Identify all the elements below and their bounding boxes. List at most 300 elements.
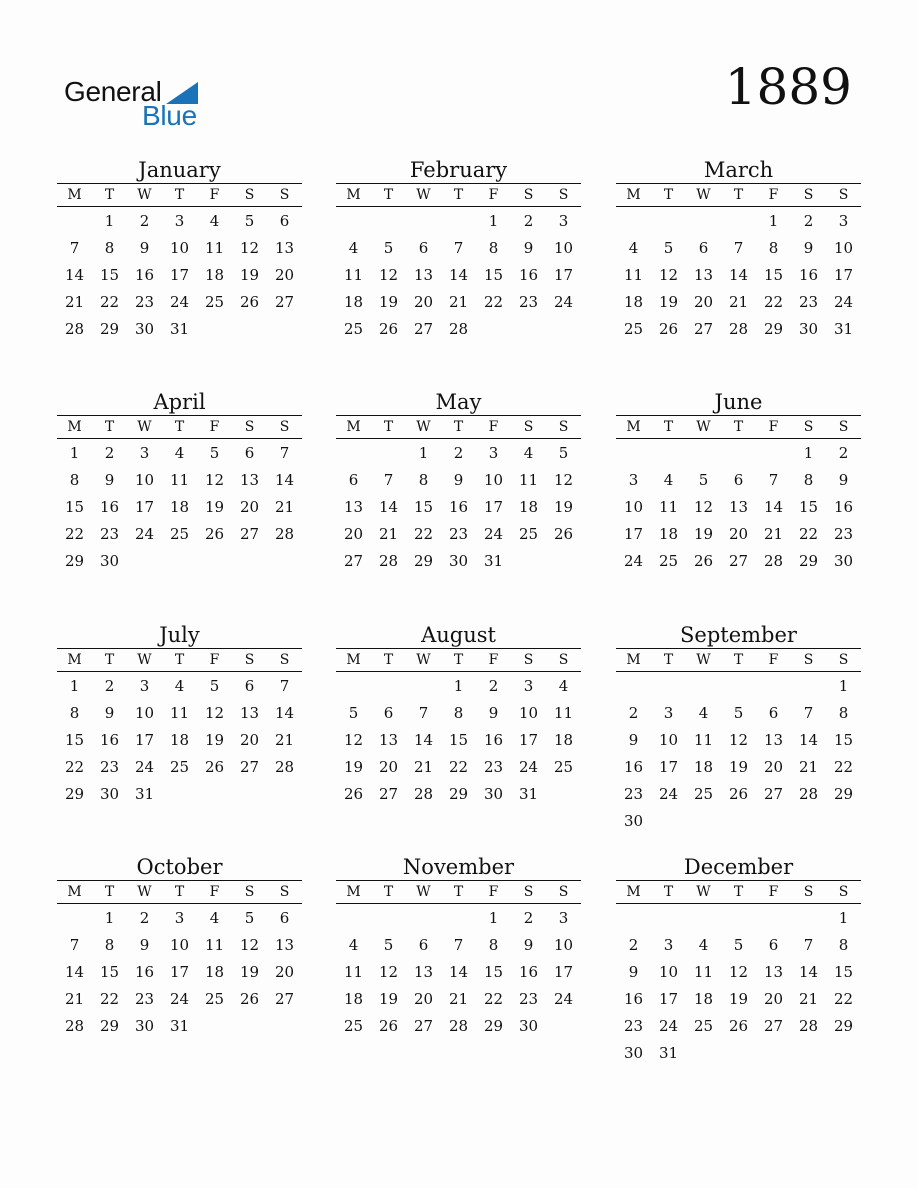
day-cell: 21 (64, 990, 85, 1008)
day-cell: 18 (518, 498, 539, 516)
weekday-label: T (174, 419, 185, 435)
weekday-label: S (803, 419, 814, 435)
day-cell: 22 (99, 293, 120, 311)
weekday-label: T (104, 419, 115, 435)
day-cell: 22 (413, 525, 434, 543)
calendar-year: 1889 (724, 58, 852, 116)
day-cell: 13 (274, 239, 295, 257)
logo-word-general: General (64, 76, 162, 107)
day-cell: 12 (728, 731, 749, 749)
day-cell: 8 (488, 936, 499, 954)
weekday-label: M (346, 884, 361, 900)
day-cell: 15 (833, 963, 854, 981)
day-cell: 28 (448, 1017, 469, 1035)
empty-day-cell (686, 440, 721, 467)
weekday-header (57, 648, 302, 672)
empty-day-cell (686, 673, 721, 700)
weekday-label: S (558, 187, 569, 203)
day-cell: 7 (453, 239, 464, 257)
day-cell: 6 (768, 704, 779, 722)
day-cell: 10 (134, 471, 155, 489)
day-cell: 25 (169, 758, 190, 776)
day-cell: 8 (104, 936, 115, 954)
weekday-label: F (209, 884, 220, 900)
day-cell: 27 (239, 525, 260, 543)
weekday-label: T (383, 419, 394, 435)
day-cell: 8 (69, 704, 80, 722)
day-cell: 13 (239, 471, 260, 489)
day-cell: 10 (833, 239, 854, 257)
day-cell: 6 (698, 239, 709, 257)
day-cell: 14 (274, 704, 295, 722)
day-cell: 23 (518, 293, 539, 311)
day-cell: 21 (274, 498, 295, 516)
day-cell: 5 (558, 444, 569, 462)
weekday-label: W (416, 187, 431, 203)
day-cell: 3 (628, 471, 639, 489)
day-cell: 27 (693, 320, 714, 338)
weekday-label: T (174, 652, 185, 668)
day-cell: 5 (348, 704, 359, 722)
day-cell: 26 (378, 320, 399, 338)
day-cell: 14 (728, 266, 749, 284)
day-cell: 16 (99, 731, 120, 749)
weekday-label: W (696, 187, 711, 203)
day-cell: 15 (448, 731, 469, 749)
day-cell: 18 (623, 293, 644, 311)
day-cell: 13 (693, 266, 714, 284)
day-cell: 13 (239, 704, 260, 722)
day-cell: 7 (733, 239, 744, 257)
day-cell: 18 (693, 990, 714, 1008)
day-cell: 1 (418, 444, 429, 462)
empty-day-cell (721, 905, 756, 932)
day-cell: 18 (343, 990, 364, 1008)
day-cell: 31 (518, 785, 539, 803)
day-cell: 24 (518, 758, 539, 776)
day-cell: 22 (64, 525, 85, 543)
day-cell: 1 (69, 677, 80, 695)
weekday-label: M (626, 419, 641, 435)
day-cell: 10 (134, 704, 155, 722)
day-cell: 23 (134, 990, 155, 1008)
day-cell: 3 (523, 677, 534, 695)
day-cell: 21 (64, 293, 85, 311)
day-cell: 9 (523, 239, 534, 257)
day-cell: 15 (99, 963, 120, 981)
day-grid (57, 208, 302, 343)
day-cell: 7 (279, 444, 290, 462)
empty-day-cell (616, 905, 651, 932)
day-cell: 23 (833, 525, 854, 543)
day-cell: 23 (99, 758, 120, 776)
weekday-label: W (696, 652, 711, 668)
day-cell: 19 (728, 990, 749, 1008)
day-cell: 20 (274, 963, 295, 981)
day-cell: 28 (378, 552, 399, 570)
day-cell: 18 (204, 963, 225, 981)
day-cell: 2 (488, 677, 499, 695)
day-cell: 29 (99, 320, 120, 338)
empty-day-cell (686, 905, 721, 932)
weekday-label: S (279, 419, 290, 435)
day-cell: 2 (139, 909, 150, 927)
day-cell: 6 (244, 677, 255, 695)
weekday-label: S (558, 652, 569, 668)
day-cell: 26 (693, 552, 714, 570)
day-cell: 1 (838, 909, 849, 927)
day-cell: 25 (658, 552, 679, 570)
empty-day-cell (406, 673, 441, 700)
day-cell: 28 (64, 320, 85, 338)
empty-day-cell (651, 208, 686, 235)
day-cell: 10 (169, 239, 190, 257)
day-cell: 13 (378, 731, 399, 749)
day-cell: 14 (798, 963, 819, 981)
weekday-label: T (174, 187, 185, 203)
weekday-header (616, 415, 861, 439)
day-cell: 10 (518, 704, 539, 722)
day-cell: 23 (448, 525, 469, 543)
weekday-label: S (523, 187, 534, 203)
day-cell: 17 (658, 758, 679, 776)
day-grid (616, 208, 861, 343)
day-cell: 23 (798, 293, 819, 311)
day-cell: 23 (623, 785, 644, 803)
day-cell: 25 (553, 758, 574, 776)
day-cell: 19 (204, 731, 225, 749)
weekday-label: F (209, 419, 220, 435)
day-cell: 19 (378, 293, 399, 311)
weekday-label: S (803, 884, 814, 900)
day-cell: 11 (169, 704, 190, 722)
day-cell: 20 (763, 758, 784, 776)
day-cell: 12 (658, 266, 679, 284)
weekday-label: M (346, 652, 361, 668)
day-cell: 1 (768, 212, 779, 230)
empty-day-cell (651, 905, 686, 932)
weekday-label: F (768, 419, 779, 435)
weekday-label: M (67, 419, 82, 435)
day-cell: 22 (833, 990, 854, 1008)
day-cell: 3 (663, 936, 674, 954)
weekday-label: M (626, 187, 641, 203)
day-cell: 11 (169, 471, 190, 489)
day-cell: 17 (134, 498, 155, 516)
weekday-label: W (137, 419, 152, 435)
day-cell: 8 (453, 704, 464, 722)
weekday-label: T (663, 419, 674, 435)
day-cell: 17 (518, 731, 539, 749)
weekday-label: S (838, 884, 849, 900)
weekday-label: T (383, 884, 394, 900)
empty-day-cell (336, 673, 371, 700)
weekday-label: T (453, 884, 464, 900)
day-cell: 16 (833, 498, 854, 516)
day-cell: 28 (798, 785, 819, 803)
day-cell: 7 (279, 677, 290, 695)
weekday-label: F (488, 652, 499, 668)
day-grid (336, 673, 581, 808)
weekday-label: S (803, 652, 814, 668)
day-cell: 13 (728, 498, 749, 516)
month-october (57, 854, 302, 1040)
day-cell: 14 (448, 963, 469, 981)
weekday-label: F (488, 884, 499, 900)
day-cell: 21 (798, 990, 819, 1008)
day-cell: 2 (139, 212, 150, 230)
day-cell: 17 (483, 498, 504, 516)
day-cell: 30 (833, 552, 854, 570)
logo-word-blue: Blue (142, 100, 197, 131)
day-cell: 5 (244, 909, 255, 927)
day-cell: 30 (134, 1017, 155, 1035)
day-cell: 3 (174, 212, 185, 230)
day-cell: 1 (69, 444, 80, 462)
day-cell: 26 (553, 525, 574, 543)
day-cell: 10 (483, 471, 504, 489)
day-cell: 19 (204, 498, 225, 516)
day-cell: 21 (728, 293, 749, 311)
day-cell: 9 (104, 704, 115, 722)
empty-day-cell (336, 440, 371, 467)
day-cell: 31 (169, 320, 190, 338)
day-cell: 14 (378, 498, 399, 516)
weekday-label: F (209, 187, 220, 203)
day-cell: 7 (418, 704, 429, 722)
day-cell: 24 (169, 990, 190, 1008)
weekday-label: T (663, 652, 674, 668)
day-cell: 7 (383, 471, 394, 489)
weekday-label: S (523, 652, 534, 668)
day-cell: 11 (518, 471, 539, 489)
weekday-label: T (453, 187, 464, 203)
weekday-label: T (174, 884, 185, 900)
day-cell: 27 (728, 552, 749, 570)
day-cell: 21 (413, 758, 434, 776)
day-cell: 6 (768, 936, 779, 954)
day-cell: 9 (104, 471, 115, 489)
day-cell: 9 (488, 704, 499, 722)
month-name: April (153, 390, 206, 414)
day-cell: 15 (483, 266, 504, 284)
empty-day-cell (616, 440, 651, 467)
day-cell: 6 (348, 471, 359, 489)
day-cell: 10 (553, 239, 574, 257)
day-cell: 22 (448, 758, 469, 776)
day-cell: 16 (99, 498, 120, 516)
weekday-label: W (416, 884, 431, 900)
weekday-header (57, 880, 302, 904)
day-cell: 3 (488, 444, 499, 462)
day-cell: 16 (134, 266, 155, 284)
day-cell: 15 (413, 498, 434, 516)
day-cell: 13 (413, 963, 434, 981)
day-cell: 19 (728, 758, 749, 776)
weekday-label: S (523, 419, 534, 435)
day-cell: 14 (413, 731, 434, 749)
weekday-label: F (768, 187, 779, 203)
weekday-label: T (733, 652, 744, 668)
day-cell: 2 (104, 444, 115, 462)
day-cell: 27 (413, 320, 434, 338)
day-cell: 25 (204, 990, 225, 1008)
day-cell: 29 (798, 552, 819, 570)
day-cell: 23 (518, 990, 539, 1008)
day-cell: 14 (798, 731, 819, 749)
day-cell: 24 (134, 758, 155, 776)
day-cell: 5 (663, 239, 674, 257)
weekday-label: S (838, 187, 849, 203)
day-cell: 5 (698, 471, 709, 489)
day-cell: 22 (483, 990, 504, 1008)
day-cell: 5 (383, 936, 394, 954)
empty-day-cell (371, 905, 406, 932)
day-cell: 8 (418, 471, 429, 489)
day-cell: 12 (239, 936, 260, 954)
day-cell: 15 (99, 266, 120, 284)
weekday-label: T (104, 884, 115, 900)
day-cell: 30 (99, 552, 120, 570)
month-name: May (435, 390, 482, 414)
day-cell: 22 (483, 293, 504, 311)
day-cell: 4 (698, 704, 709, 722)
day-cell: 30 (798, 320, 819, 338)
day-cell: 26 (239, 990, 260, 1008)
empty-day-cell (336, 208, 371, 235)
day-cell: 27 (343, 552, 364, 570)
month-may (336, 389, 581, 575)
day-cell: 3 (558, 909, 569, 927)
day-cell: 3 (174, 909, 185, 927)
empty-day-cell (336, 905, 371, 932)
day-cell: 26 (728, 1017, 749, 1035)
month-august (336, 622, 581, 808)
day-cell: 23 (483, 758, 504, 776)
day-cell: 18 (553, 731, 574, 749)
day-cell: 16 (798, 266, 819, 284)
empty-day-cell (686, 208, 721, 235)
day-cell: 6 (279, 212, 290, 230)
empty-day-cell (57, 208, 92, 235)
day-cell: 19 (658, 293, 679, 311)
day-cell: 12 (553, 471, 574, 489)
weekday-header (336, 648, 581, 672)
day-cell: 15 (833, 731, 854, 749)
day-cell: 20 (413, 293, 434, 311)
weekday-label: T (104, 652, 115, 668)
day-cell: 30 (483, 785, 504, 803)
day-cell: 6 (733, 471, 744, 489)
day-cell: 30 (623, 1044, 644, 1062)
day-cell: 20 (728, 525, 749, 543)
day-cell: 19 (239, 963, 260, 981)
empty-day-cell (791, 673, 826, 700)
empty-day-cell (57, 905, 92, 932)
weekday-header (616, 880, 861, 904)
day-cell: 11 (343, 963, 364, 981)
day-cell: 11 (623, 266, 644, 284)
month-name: October (136, 855, 223, 879)
day-cell: 11 (553, 704, 574, 722)
weekday-label: T (733, 419, 744, 435)
day-cell: 2 (628, 936, 639, 954)
weekday-label: S (558, 884, 569, 900)
day-cell: 15 (798, 498, 819, 516)
day-cell: 28 (763, 552, 784, 570)
day-cell: 15 (64, 731, 85, 749)
empty-day-cell (441, 905, 476, 932)
day-cell: 16 (518, 963, 539, 981)
day-cell: 20 (239, 498, 260, 516)
empty-day-cell (721, 208, 756, 235)
day-cell: 29 (99, 1017, 120, 1035)
day-cell: 9 (139, 936, 150, 954)
day-cell: 7 (768, 471, 779, 489)
day-cell: 2 (523, 909, 534, 927)
day-cell: 4 (174, 444, 185, 462)
day-cell: 4 (209, 212, 220, 230)
day-cell: 24 (658, 1017, 679, 1035)
day-cell: 12 (728, 963, 749, 981)
empty-day-cell (406, 208, 441, 235)
day-cell: 31 (833, 320, 854, 338)
day-cell: 24 (483, 525, 504, 543)
day-cell: 6 (418, 936, 429, 954)
day-cell: 21 (378, 525, 399, 543)
day-cell: 12 (693, 498, 714, 516)
day-cell: 15 (483, 963, 504, 981)
day-cell: 21 (763, 525, 784, 543)
weekday-label: T (383, 187, 394, 203)
day-grid (616, 673, 861, 835)
day-cell: 24 (134, 525, 155, 543)
day-cell: 23 (623, 1017, 644, 1035)
day-cell: 4 (663, 471, 674, 489)
day-cell: 4 (698, 936, 709, 954)
day-cell: 6 (383, 704, 394, 722)
weekday-label: M (626, 652, 641, 668)
empty-day-cell (371, 440, 406, 467)
day-cell: 19 (693, 525, 714, 543)
weekday-label: S (244, 652, 255, 668)
weekday-label: F (768, 652, 779, 668)
day-cell: 17 (134, 731, 155, 749)
weekday-header (57, 183, 302, 207)
month-name: November (402, 855, 515, 879)
day-cell: 18 (693, 758, 714, 776)
day-cell: 3 (838, 212, 849, 230)
empty-day-cell (441, 208, 476, 235)
weekday-label: T (663, 187, 674, 203)
weekday-header (336, 183, 581, 207)
day-cell: 17 (169, 266, 190, 284)
day-cell: 9 (523, 936, 534, 954)
day-cell: 21 (274, 731, 295, 749)
empty-day-cell (616, 673, 651, 700)
day-cell: 17 (553, 266, 574, 284)
weekday-label: M (67, 187, 82, 203)
day-cell: 21 (448, 990, 469, 1008)
month-february (336, 157, 581, 343)
day-cell: 6 (244, 444, 255, 462)
day-cell: 17 (623, 525, 644, 543)
day-cell: 12 (204, 471, 225, 489)
weekday-label: F (768, 884, 779, 900)
day-cell: 8 (838, 936, 849, 954)
day-cell: 2 (803, 212, 814, 230)
day-cell: 16 (483, 731, 504, 749)
